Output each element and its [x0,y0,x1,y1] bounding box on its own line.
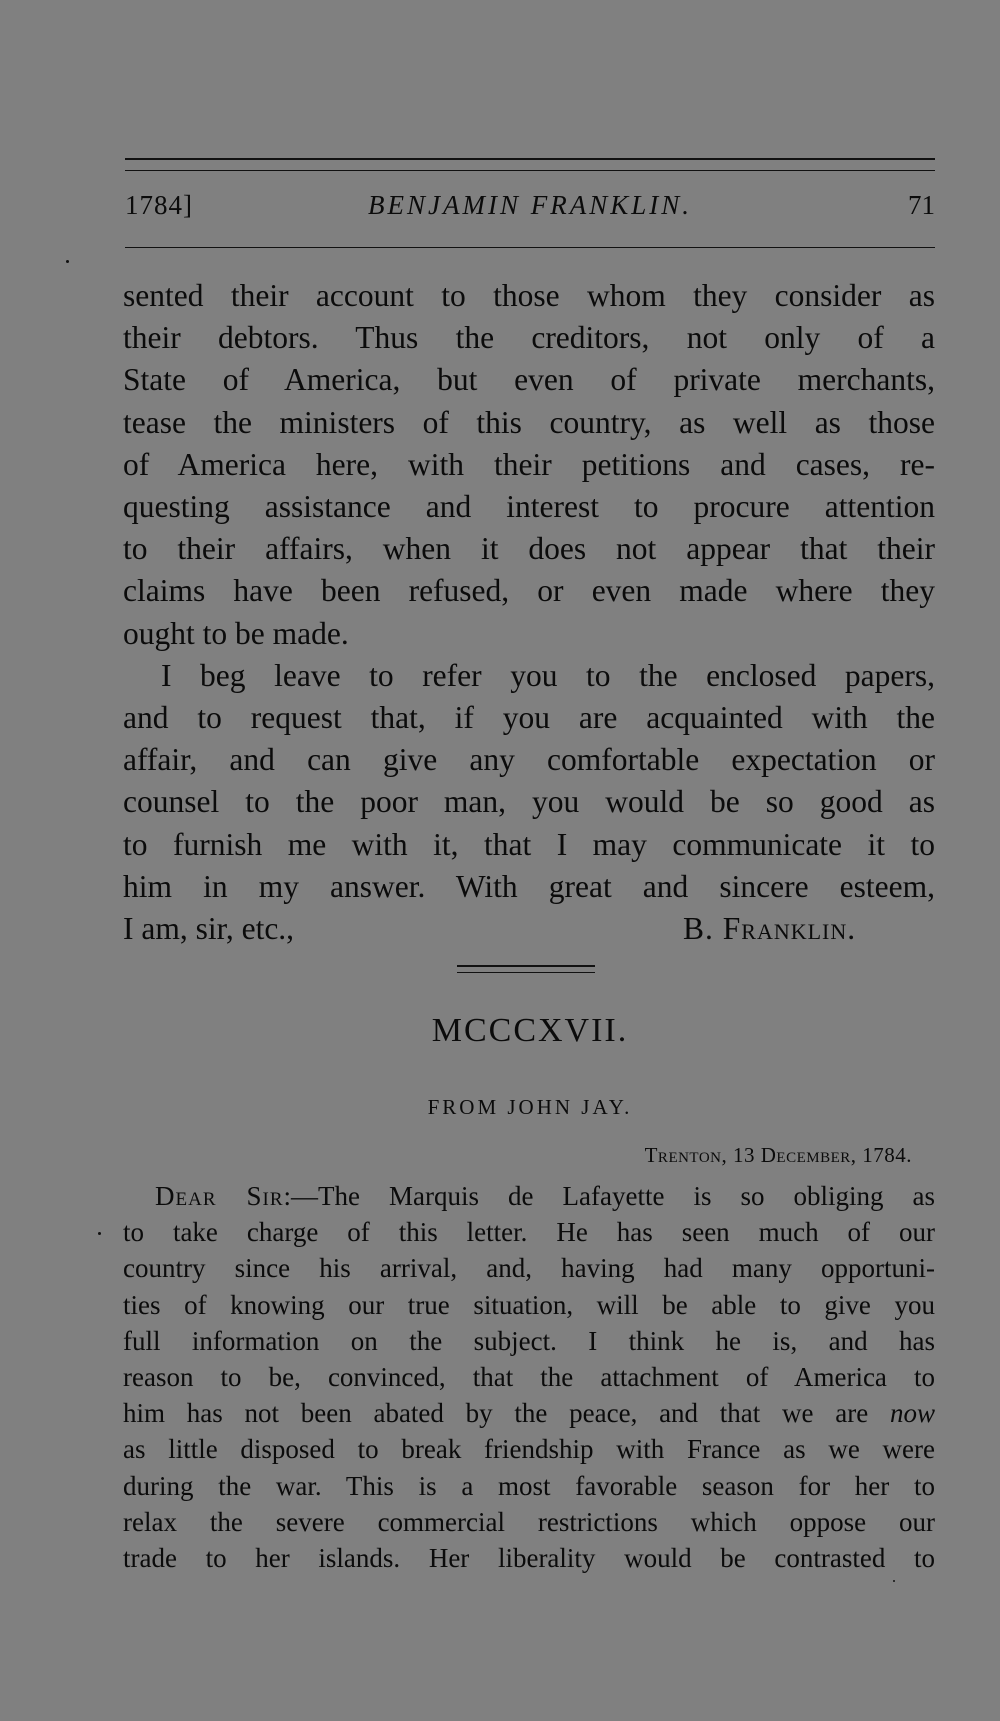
section-divider-thin [457,972,595,973]
text-line: full information on the subject. I think he is, and has [123,1325,935,1356]
text-line: sented their account to those whom they consider as [123,278,935,313]
text-line: claims have been refused, or even made where they [123,573,935,609]
text-line: relax the severe commercial restrictions which oppose our [123,1506,935,1537]
text-line: affair, and can give any comfortable expectation or [123,742,935,778]
letter-number-heading: MCCCXVII. [431,1012,629,1049]
text-line: and to request that, if you are acquainted with the [123,700,935,736]
running-head [125,190,935,230]
text-line: him in my answer. With great and sincere esteem, [123,868,935,904]
running-head-year: 1784] [125,190,193,220]
paper-speck [66,260,69,263]
letter-body-text [123,1178,935,1576]
text-line: State of America, but even of private merchants, [123,362,935,398]
closing-salutation: I am, sir, etc., [123,911,295,947]
letter-continuation-text [123,275,935,950]
text-line: country since his arrival, and, having had many opportuni- [123,1253,935,1284]
text-line [123,1178,935,1214]
header-bottom-rule [125,247,935,248]
closing-signature: B. Franklin. [683,911,857,947]
text-line: as little disposed to break friendship with France as we were [123,1434,935,1465]
emphasis-now: now [890,1398,935,1429]
text-line: of America here, with their petitions and cases, re- [123,446,935,482]
header-top-rule-thin [125,170,935,171]
text-line: to furnish me with it, that I may communicate it to [123,826,935,862]
paper-speck [893,1580,895,1582]
text-line [123,1395,935,1431]
text-segment: him has not been abated by the peace, and that we are [123,1398,869,1429]
header-top-rule [125,158,935,160]
text-line: to take charge of this letter. He has seen much of our [123,1217,935,1248]
text-line: their debtors. Thus the creditors, not only of a [123,320,935,356]
text-line: I beg leave to refer you to the enclosed papers, [161,657,935,693]
letter-dateline: Trenton, 13 December, 1784. [644,1143,912,1167]
page-number: 71 [908,190,935,220]
text-line: reason to be, convinced, that the attachment of America to [123,1362,935,1393]
letter-from-heading: FROM JOHN JAY. [427,1095,633,1119]
text-line: questing assistance and interest to procure attention [123,489,935,525]
section-divider [457,965,595,967]
text-line: trade to her islands. Her liberality would be contrasted to [123,1543,935,1574]
letter-closing [123,908,935,950]
letter-first-line: :—The Marquis de Lafayette is so obliging as [283,1181,935,1211]
text-line: ought to be made. [123,615,349,651]
paper-speck [98,1232,101,1235]
text-line: during the war. This is a most favorable season for her to [123,1470,935,1501]
text-line: tease the ministers of this country, as well as those [123,404,935,440]
letter-salutation: Dear Sir [155,1181,284,1211]
running-head-title: BENJAMIN FRANKLIN. [368,190,692,220]
text-line: ties of knowing our true situation, will be able to give you [123,1289,935,1320]
text-line: to their affairs, when it does not appear that their [123,531,935,567]
text-line: counsel to the poor man, you would be so good as [123,784,935,820]
